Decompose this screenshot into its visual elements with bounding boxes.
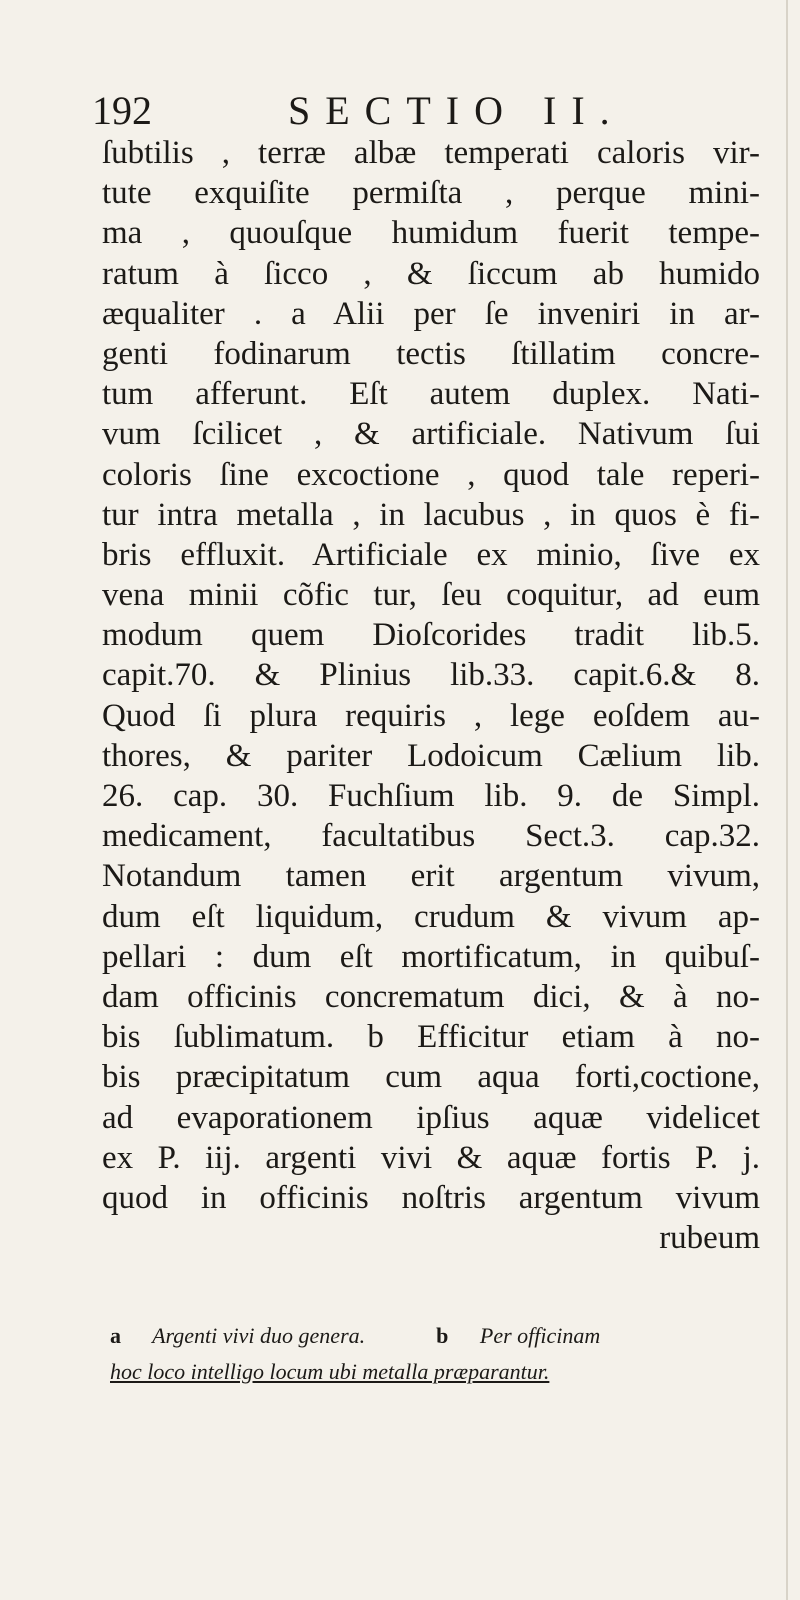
text-line: pellari : dum eſt mortificatum, in quibuſ- — [102, 938, 760, 975]
text-line: tum afferunt. Eſt autem duplex. Nati- — [102, 376, 760, 413]
text-line: bis ſublimatum. b Efficitur etiam à no- — [102, 1019, 760, 1056]
note-a-label: a — [110, 1323, 121, 1348]
note-b-label: b — [436, 1323, 449, 1348]
text-line: capit.70. & Plinius lib.33. capit.6.& 8. — [102, 657, 760, 694]
text-line: dam officinis concrematum dici, & à no- — [102, 978, 760, 1015]
text-line: ma , quouſque humidum fuerit tempe- — [102, 215, 760, 252]
text-line: vum ſcilicet , & artificiale. Nativum ſui — [102, 416, 760, 453]
text-line: genti fodinarum tectis ſtillatim concre- — [102, 335, 760, 372]
body-text — [102, 133, 760, 1258]
catchword: rubeum — [659, 1220, 760, 1257]
text-line: ad evaporationem ipſius aquæ videlicet — [102, 1099, 760, 1136]
text-line: thores, & pariter Lodoicum Cælium lib. — [102, 737, 760, 774]
text-line: 26. cap. 30. Fuchſium lib. 9. de Simpl. — [102, 778, 760, 814]
text-line: tur intra metalla , in lacubus , in quos è fi- — [102, 496, 760, 533]
note-b-text: Per officinam — [479, 1323, 601, 1348]
marginal-notes — [110, 1318, 760, 1390]
page-number: 192 — [92, 88, 152, 133]
text-line: medicament, facultatibus Sect.3. cap.32. — [102, 818, 760, 855]
text-line: modum quem Dioſcorides tradit lib.5. — [102, 617, 760, 654]
section-title: SECTIO II. — [288, 88, 625, 133]
text-line: ex P. iij. argenti vivi & aquæ fortis P. j. — [102, 1139, 760, 1176]
text-line: Quod ſi plura requiris , lege eoſdem au- — [102, 697, 760, 734]
page-edge-shadow — [786, 0, 788, 1600]
text-line: tute exquiſite permiſta , perque mini- — [102, 175, 760, 212]
text-line: dum eſt liquidum, crudum & vivum ap- — [102, 898, 760, 935]
note-a-text: Argenti vivi duo genera. — [152, 1323, 366, 1348]
text-line: bris effluxit. Artificiale ex minio, ſive ex — [102, 536, 760, 573]
running-header — [92, 86, 732, 136]
text-line: æqualiter . a Alii per ſe inveniri in ar- — [102, 295, 760, 332]
text-line: bis præcipitatum cum aqua forti,coctione, — [102, 1059, 760, 1096]
text-line: coloris ſine excoctione , quod tale reperi- — [102, 456, 760, 493]
text-line: quod in officinis noſtris argentum vivum — [102, 1179, 760, 1216]
text-line: ratum à ſicco , & ſiccum ab humido — [102, 255, 760, 292]
text-line: Notandum tamen erit argentum vivum, — [102, 858, 760, 895]
note-b-continued: hoc loco intelligo locum ubi metalla præparantur. — [110, 1359, 550, 1384]
note-line-1 — [110, 1318, 760, 1354]
text-line: vena minii cõfic tur, ſeu coquitur, ad eum — [102, 577, 760, 614]
text-line: ſubtilis , terræ albæ temperati caloris vir- — [102, 135, 760, 171]
